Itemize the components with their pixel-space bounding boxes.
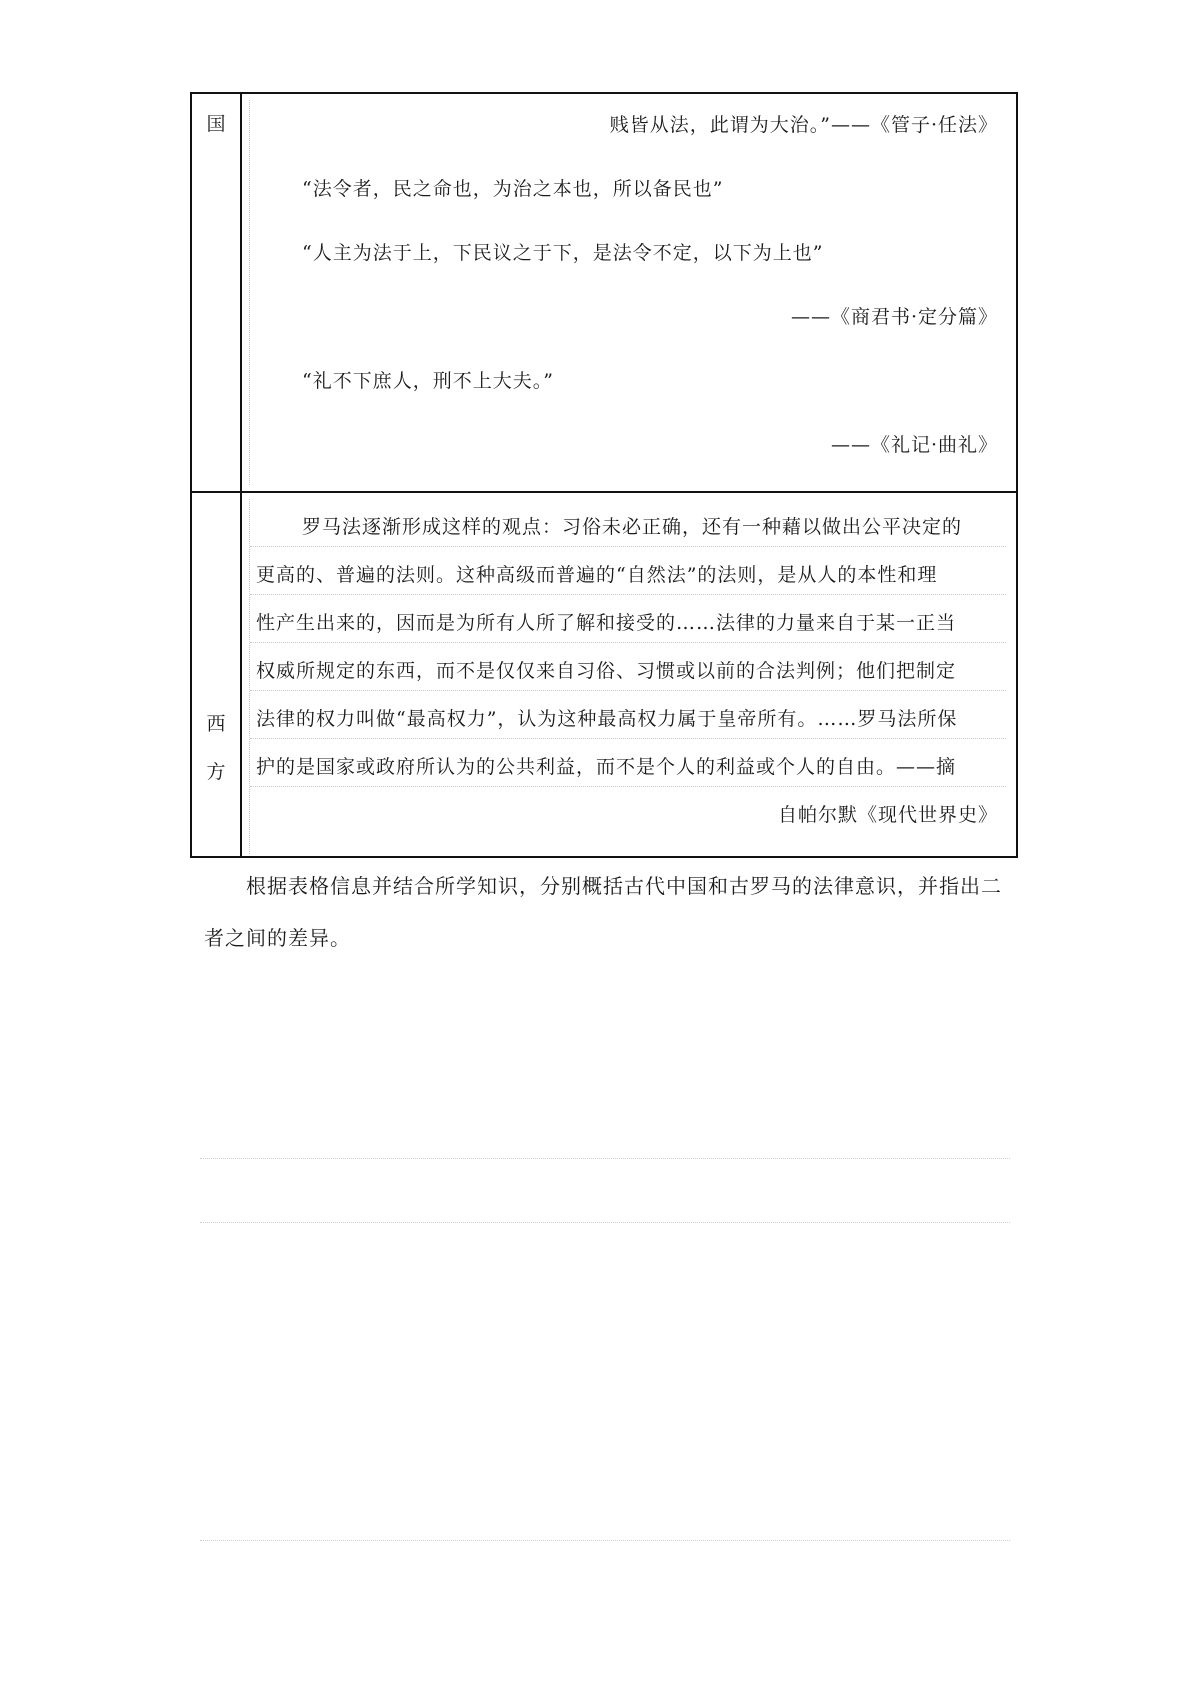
text-guide — [250, 738, 1006, 739]
answer-rule — [200, 1158, 1010, 1159]
text-guide — [250, 690, 1006, 691]
row-divider — [192, 491, 1016, 493]
answer-rule — [200, 1540, 1010, 1541]
west-text-line: 性产生出来的，因而是为所有人所了解和接受的……法律的力量来自于某一正当 — [256, 612, 957, 634]
text-guide — [250, 594, 1006, 595]
china-quote-line: “法令者，民之命也，为治之本也，所以备民也” — [302, 178, 724, 200]
china-quote-line: “礼不下庶人，刑不上大夫。” — [302, 370, 554, 392]
west-text-line: 护的是国家或政府所认为的公共利益，而不是个人的利益或个人的自由。——摘 — [256, 756, 957, 778]
china-source-line: ——《礼记·曲礼》 — [830, 434, 998, 456]
west-text-line: 权威所规定的东西，而不是仅仅来自习俗、习惯或以前的合法判例；他们把制定 — [256, 660, 957, 682]
china-quote-line: “人主为法于上，下民议之于下，是法令不定，以下为上也” — [302, 242, 824, 264]
west-text-line: 罗马法逐渐形成这样的观点：习俗未必正确，还有一种藉以做出公平决定的 — [302, 516, 963, 538]
west-text-line: 法律的权力叫做“最高权力”，认为这种最高权力属于皇帝所有。……罗马法所保 — [256, 708, 958, 730]
text-guide — [250, 546, 1006, 547]
row-label-west-2: 方 — [206, 761, 226, 783]
answer-rule — [200, 1222, 1010, 1223]
west-text-line: 更高的、普遍的法则。这种高级而普遍的“自然法”的法则，是从人的本性和理 — [256, 564, 938, 586]
column-divider — [240, 94, 242, 856]
china-quote-line: 贱皆从法，此谓为大治。”——《管子·任法》 — [609, 114, 998, 136]
text-guide — [250, 642, 1006, 643]
row-label-west-1: 西 — [206, 713, 226, 735]
comparison-table — [190, 92, 1018, 858]
question-line-1: 根据表格信息并结合所学知识，分别概括古代中国和古罗马的法律意识，并指出二 — [246, 874, 1002, 898]
cell-guide-left-2 — [249, 499, 250, 854]
text-guide — [250, 786, 1006, 787]
question-line-2: 者之间的差异。 — [204, 926, 351, 950]
china-source-line: ——《商君书·定分篇》 — [790, 306, 998, 328]
row-label-china: 国 — [206, 113, 226, 135]
cell-guide-left — [249, 100, 250, 485]
west-source-line: 自帕尔默《现代世界史》 — [777, 804, 998, 826]
